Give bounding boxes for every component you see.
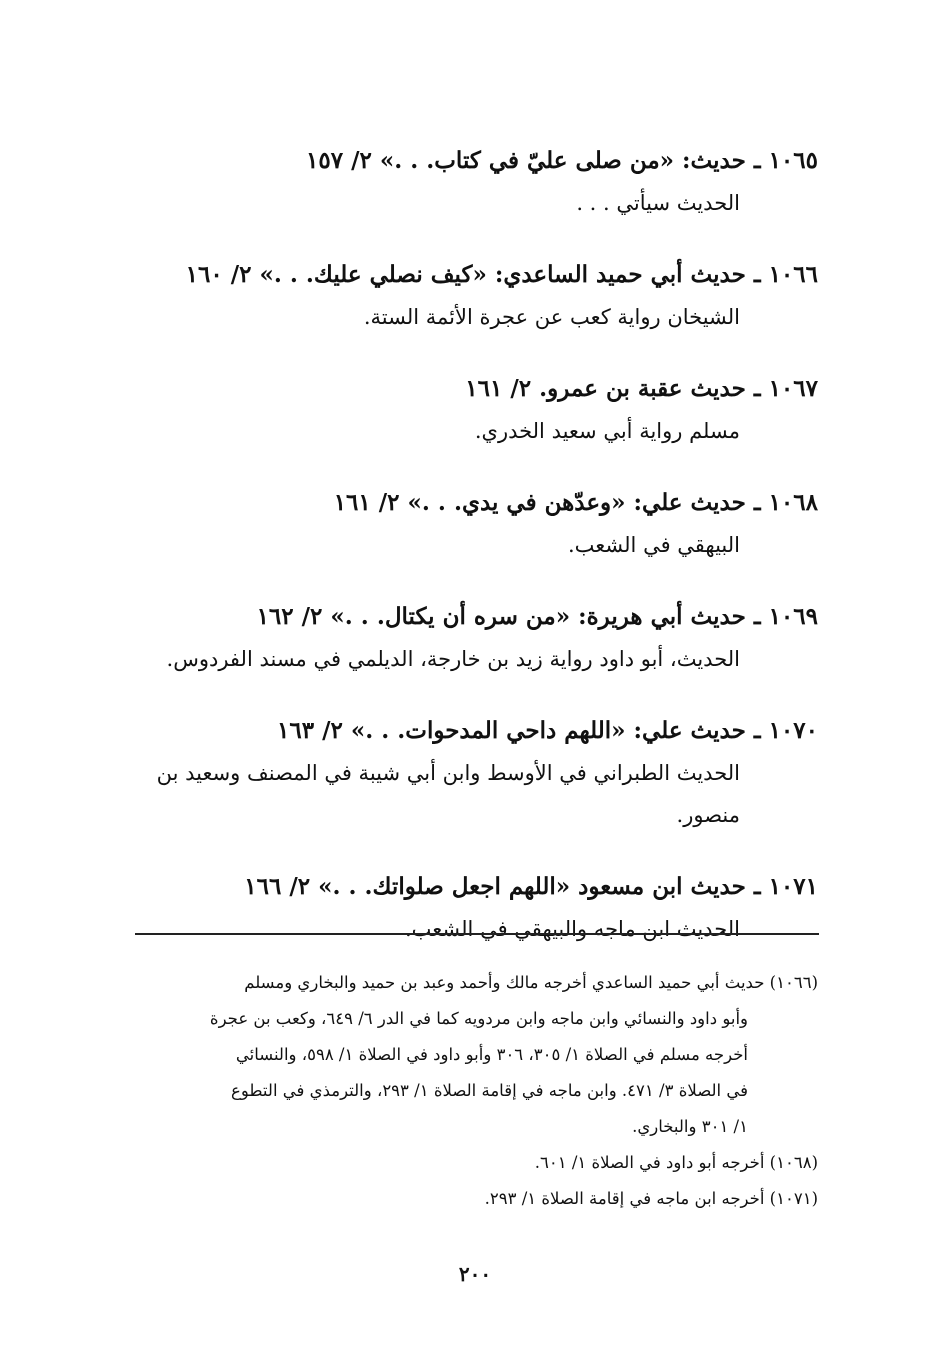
footnote-line: ١/ ٣٠١ والبخاري. — [632, 1117, 748, 1136]
footnote-divider — [135, 933, 819, 935]
entry-body: الحديث سيأتي . . . — [576, 191, 740, 215]
footnote-line: (١٠٦٨) أخرجه أبو داود في الصلاة ١/ ٦٠١. — [534, 1153, 818, 1172]
hadith-entry — [128, 368, 818, 452]
footnotes — [128, 965, 818, 1217]
entry-heading: ١٠٦٨ ـ حديث علي: «وعدّهن في يدي. . .» ٢/ ١٦١ — [333, 489, 818, 516]
footnote — [128, 965, 818, 1145]
entry-heading: ١٠٦٧ ـ حديث عقبة بن عمرو. ٢/ ١٦١ — [465, 375, 818, 402]
footnote — [128, 1181, 818, 1217]
entry-heading: ١٠٦٥ ـ حديث: «من صلى عليّ في كتاب. . .» ٢/ ١٥٧ — [306, 147, 818, 174]
entry-body: البيهقي في الشعب. — [568, 533, 740, 557]
entry-heading: ١٠٧١ ـ حديث ابن مسعود «اللهم اجعل صلواتك. . .» ٢/ ١٦٦ — [244, 873, 818, 900]
entry-body: الحديث، أبو داود رواية زيد بن خارجة، الديلمي في مسند الفردوس. — [166, 647, 740, 671]
hadith-entry — [128, 866, 818, 950]
hadith-entry — [128, 482, 818, 566]
entry-body-continuation: منصور. — [676, 803, 740, 827]
footnote-line: في الصلاة ٣/ ٤٧١. وابن ماجه في إقامة الصلاة ١/ ٢٩٣، والترمذي في التطوع — [231, 1081, 748, 1100]
entry-body: الحديث ابن ماجه والبيهقي في الشعب. — [405, 917, 740, 941]
hadith-entry — [128, 254, 818, 338]
hadith-entry — [128, 710, 818, 836]
footnote-line: (١٠٦٦) حديث أبي حميد الساعدي أخرجه مالك وأحمد وعبد بن حميد والبخاري ومسلم — [244, 973, 818, 992]
footnote-line: (١٠٧١) أخرجه ابن ماجه في إقامة الصلاة ١/ ٢٩٣. — [484, 1189, 818, 1208]
hadith-entry — [128, 140, 818, 224]
hadith-entry — [128, 596, 818, 680]
entry-body: الشيخان رواية كعب عن عجرة الأئمة الستة. — [363, 305, 740, 329]
footnote-line: وأبو داود والنسائي وابن ماجه وابن مردويه كما في الدر ٦/ ٦٤٩، وكعب بن عجرة — [209, 1009, 748, 1028]
entry-body: مسلم رواية أبي سعيد الخدري. — [474, 419, 740, 443]
footnote — [128, 1145, 818, 1181]
entry-body: الحديث الطبراني في الأوسط وابن أبي شيبة في المصنف وسعيد بن — [156, 761, 740, 785]
footnote-line: أخرجه مسلم في الصلاة ١/ ٣٠٥، ٣٠٦ وأبو داود في الصلاة ١/ ٥٩٨، والنسائي — [235, 1045, 748, 1064]
page-number: ٢٠٠ — [458, 1262, 492, 1286]
entry-heading: ١٠٧٠ ـ حديث علي: «اللهم داحي المدحوات. . .» ٢/ ١٦٣ — [277, 717, 818, 744]
entry-heading: ١٠٦٦ ـ حديث أبي حميد الساعدي: «كيف نصلي عليك. . .» ٢/ ١٦٠ — [185, 261, 818, 288]
hadith-entries — [128, 140, 818, 980]
entry-heading: ١٠٦٩ ـ حديث أبي هريرة: «من سره أن يكتال. . .» ٢/ ١٦٢ — [256, 603, 818, 630]
